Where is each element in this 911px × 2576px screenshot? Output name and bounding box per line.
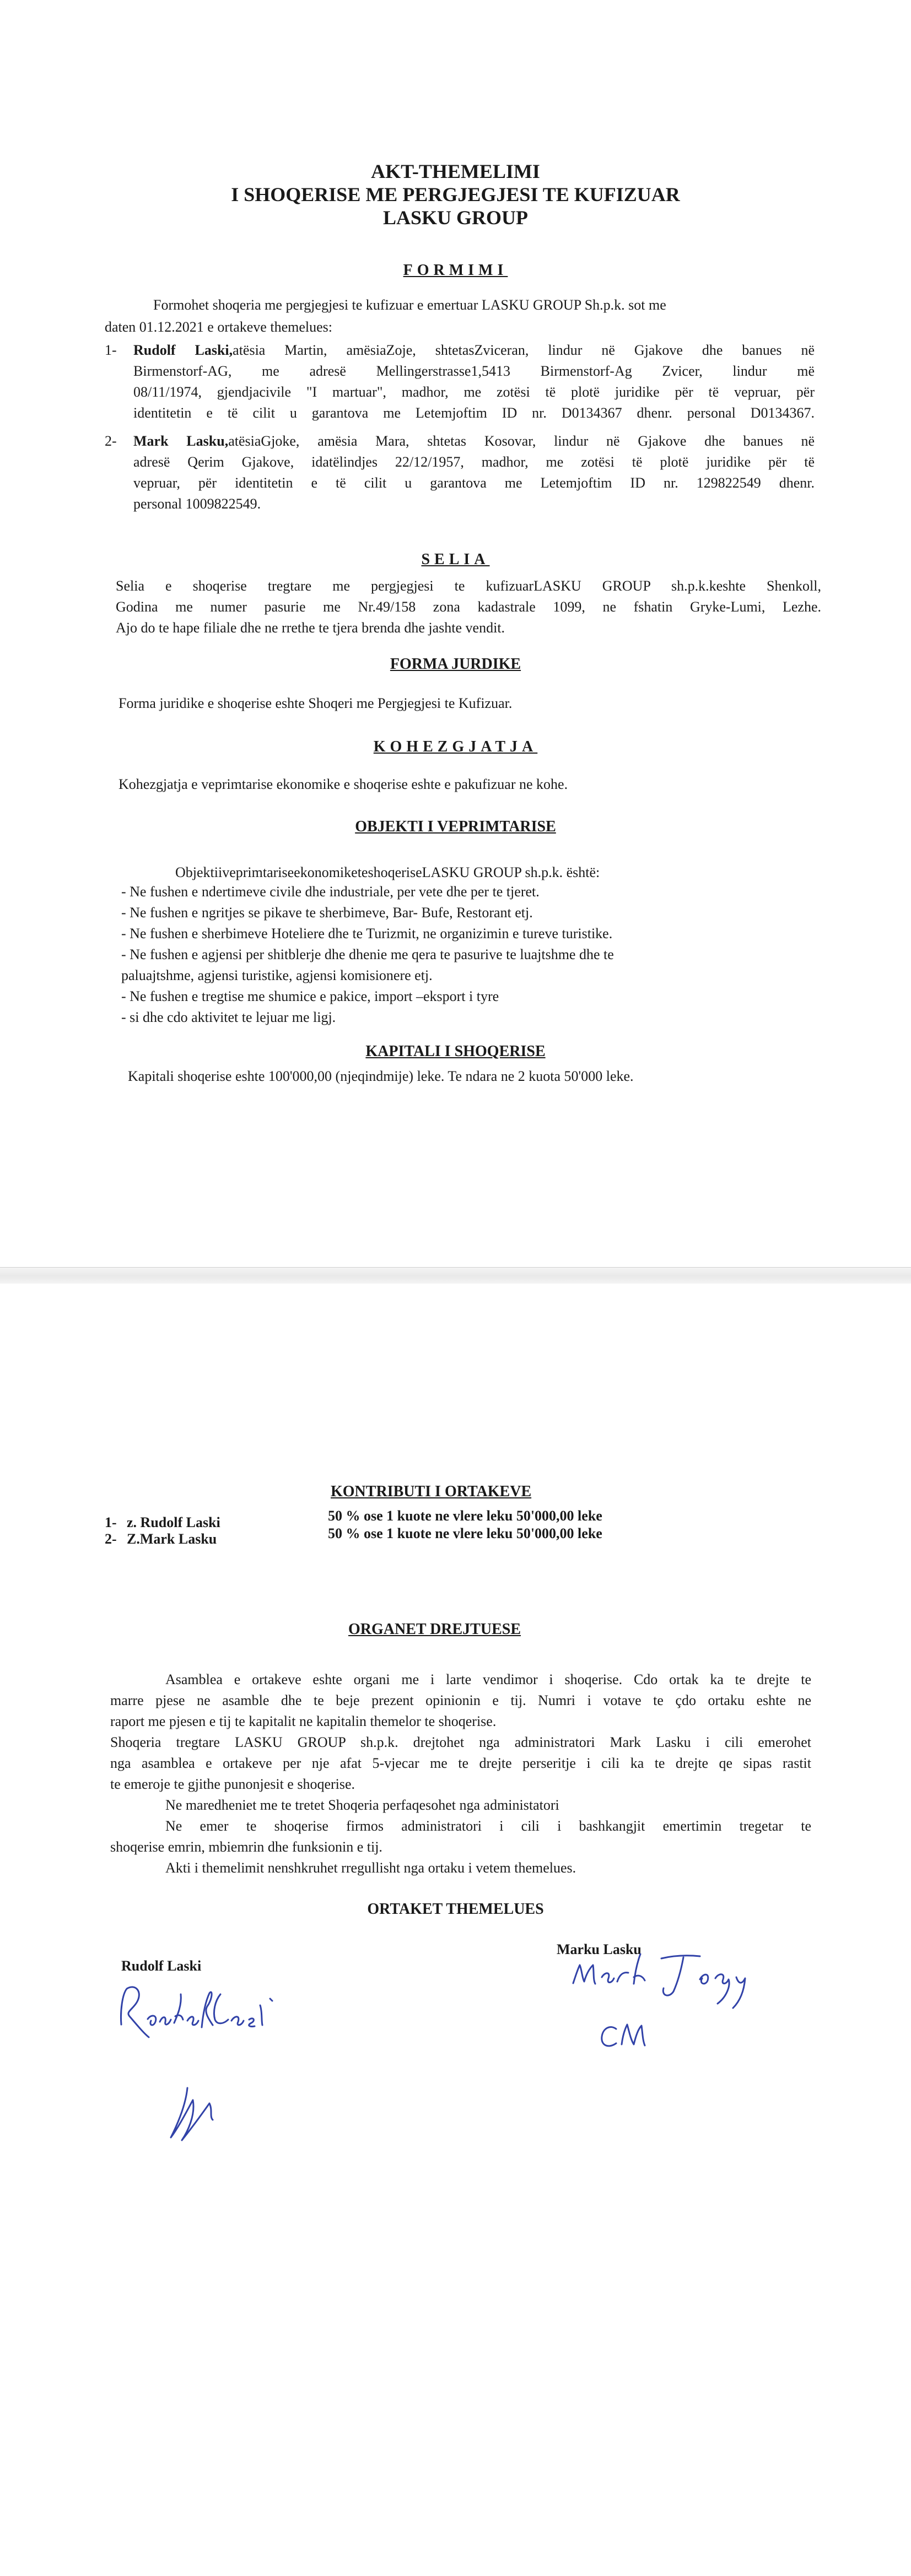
founder-2-line-2: adresë Qerim Gjakove, idatëlindjes 22/12/1957, madhor, me zotësi të plotë juridike për të [133,454,815,470]
document-title [0,160,911,229]
title-line-2: I SHOQERISE ME PERGJEGJESI TE KUFIZUAR [231,183,680,205]
formimi-intro-1: Formohet shoqeria me pergjegjesi te kufizuar e emertuar LASKU GROUP Sh.p.k. sot me [153,297,666,313]
founder-right-name: Marku Lasku [557,1941,642,1957]
founder-2 [105,431,815,515]
founder-2-line-1: atësiaGjoke, amësia Mara, shtetas Kosovar, lindur në Gjakove dhe banues në [228,433,815,449]
organet-line-7: Ne maredheniet me te tretet Shoqeria perfaqesohet nga administatori [165,1797,559,1813]
objekti-item-5: paluajtshme, agjensi turistike, agjensi komisionere etj. [121,967,433,983]
organet-line-10: Akti i themelimit nenshkruhet rregullisht nga ortaku i vetem themelues. [165,1860,576,1876]
founder-2-line-4: personal 1009822549. [133,496,261,512]
forma-text: Forma juridike e shoqerise eshte Shoqeri me Pergjegjesi te Kufizuar. [118,695,513,711]
kontributi-row-2-share: 50 % ose 1 kuote ne vlere leku 50'000,00 leke [328,1525,602,1541]
organet-line-8: Ne emer te shoqerise firmos administratori i cili i bashkangjit emertimin tregetar te [165,1818,811,1834]
heading-formimi: FORMIMI [403,262,508,279]
document-page-1 [0,0,911,1267]
signature-rudolf-laski [105,1972,303,2182]
founder-1-line-4: identitetin e të cilit u garantova me Letemjoftim ID nr. D0134367 dhenr. personal D0134367. [133,405,815,421]
organet-text [110,1669,811,1879]
organet-line-2: marre pjese ne asamble dhe te beje prezent opinionin e tij. Numri i votave te çdo ortaku eshte ne [110,1692,811,1708]
founder-1-name: Rudolf Laski, [133,342,233,358]
kapitali-text: Kapitali shoqerise eshte 100'000,00 (njeqindmije) leke. Te ndara ne 2 kuota 50'000 leke. [128,1068,634,1084]
heading-objekti: OBJEKTI I VEPRIMTARISE [355,818,556,835]
founder-1 [105,340,815,424]
heading-selia: SELIA [421,551,490,568]
organet-line-9: shoqerise emrin, mbiemrin dhe funksionin e tij. [110,1839,382,1855]
objekti-item-7: - si dhe cdo aktivitet te lejuar me ligj. [121,1009,336,1025]
objekti-item-1: - Ne fushen e ndertimeve civile dhe industriale, per vete dhe per te tjeret. [121,884,540,900]
formimi-intro-2: daten 01.12.2021 e ortakeve themelues: [105,319,332,335]
document-page-2 [0,1284,911,2576]
organet-line-4: Shoqeria tregtare LASKU GROUP sh.p.k. drejtohet nga administratori Mark Lasku i cili emerohet [110,1734,811,1750]
objekti-item-4: - Ne fushen e agjensi per shitblerje dhe dhenie me qera te pasurive te luajtshme dhe te [121,946,614,962]
kontributi-row-1-share: 50 % ose 1 kuote ne vlere leku 50'000,00 leke [328,1508,602,1524]
kontributi-row-1-num: 1- [105,1514,117,1530]
organet-line-6: te emeroje te gjithe punonjesit e shoqerise. [110,1776,355,1792]
founder-2-name: Mark Lasku, [133,433,229,449]
founder-1-line-1: atësia Martin, amësiaZoje, shtetasZviceran, lindur në Gjakove dhe banues në [233,342,815,358]
objekti-list [121,881,816,1028]
kontributi-row-2-name: Z.Mark Lasku [127,1531,217,1547]
kontributi-row-2 [105,1525,766,1547]
title-line-1: AKT-THEMELIMI [371,160,540,182]
heading-forma-juridike: FORMA JURDIKE [390,656,521,673]
founder-1-line-3: 08/11/1974, gjendjacivile "I martuar", madhor, me zotësi të plotë juridike për të vepruar, për [133,384,815,400]
founder-2-line-3: vepruar, për identitetin e të cilit u garantova me Letemjoftim ID nr. 129822549 dhenr. [133,475,815,491]
organet-line-1: Asamblea e ortakeve eshte organi me i larte vendimor i shoqerise. Cdo ortak ka te drejte te [165,1671,811,1687]
heading-kontributi: KONTRIBUTI I ORTAKEVE [331,1483,532,1500]
kontributi-table [105,1508,766,1547]
kontributi-row-2-num: 2- [105,1531,117,1547]
selia-line-1: Selia e shoqerise tregtare me pergjegjesi te kufizuarLASKU GROUP sh.p.k.keshte Shenkoll, [116,578,821,594]
founder-left-name: Rudolf Laski [121,1958,202,1974]
selia-text [116,576,821,638]
objekti-item-3: - Ne fushen e sherbimeve Hoteliere dhe te Turizmit, ne organizimin e tureve turistike. [121,926,613,941]
kohezgjatja-text: Kohezgjatja e veprimtarise ekonomike e shoqerise eshte e pakufizuar ne kohe. [118,776,568,792]
founder-1-line-2: Birmenstorf-AG, me adresë Mellingerstrasse1,5413 Birmenstorf-Ag Zvicer, lindur më [133,363,815,379]
objekti-intro: ObjektiiveprimtariseekonomiketeshoqeriseLASKU GROUP sh.p.k. është: [175,864,600,880]
selia-line-2: Godina me numer pasurie me Nr.49/158 zona kadastrale 1099, ne fshatin Gryke-Lumi, Lezhe. [116,599,821,615]
signature-mark-lasku [551,1931,805,2107]
objekti-item-2: - Ne fushen e ngritjes se pikave te sherbimeve, Bar- Bufe, Restorant etj. [121,905,533,921]
organet-line-3: raport me pjesen e tij te kapitalit ne kapitalin themelor te shoqerise. [110,1713,497,1729]
kontributi-row-1-name: z. Rudolf Laski [127,1514,220,1530]
heading-kohezgjatja: KOHEZGJATJA [373,738,538,755]
selia-line-3: Ajo do te hape filiale dhe ne rrethe te tjera brenda dhe jashte vendit. [116,620,505,636]
title-line-3: LASKU GROUP [382,207,529,229]
founder-1-number: 1- [105,342,117,358]
heading-kapitali: KAPITALI I SHOQERISE [365,1043,546,1060]
heading-ortaket: ORTAKET THEMELUES [367,1901,544,1918]
founder-2-number: 2- [105,433,117,449]
page-separator [0,1267,911,1285]
heading-organet: ORGANET DREJTUESE [348,1621,521,1638]
objekti-item-6: - Ne fushen e tregtise me shumice e pakice, import –eksport i tyre [121,988,499,1004]
organet-line-5: nga asamblea e ortakeve per nje afat 5-vjecar me te drejte perseritje i cili ka te drejte qe sipas rastit [110,1755,811,1771]
